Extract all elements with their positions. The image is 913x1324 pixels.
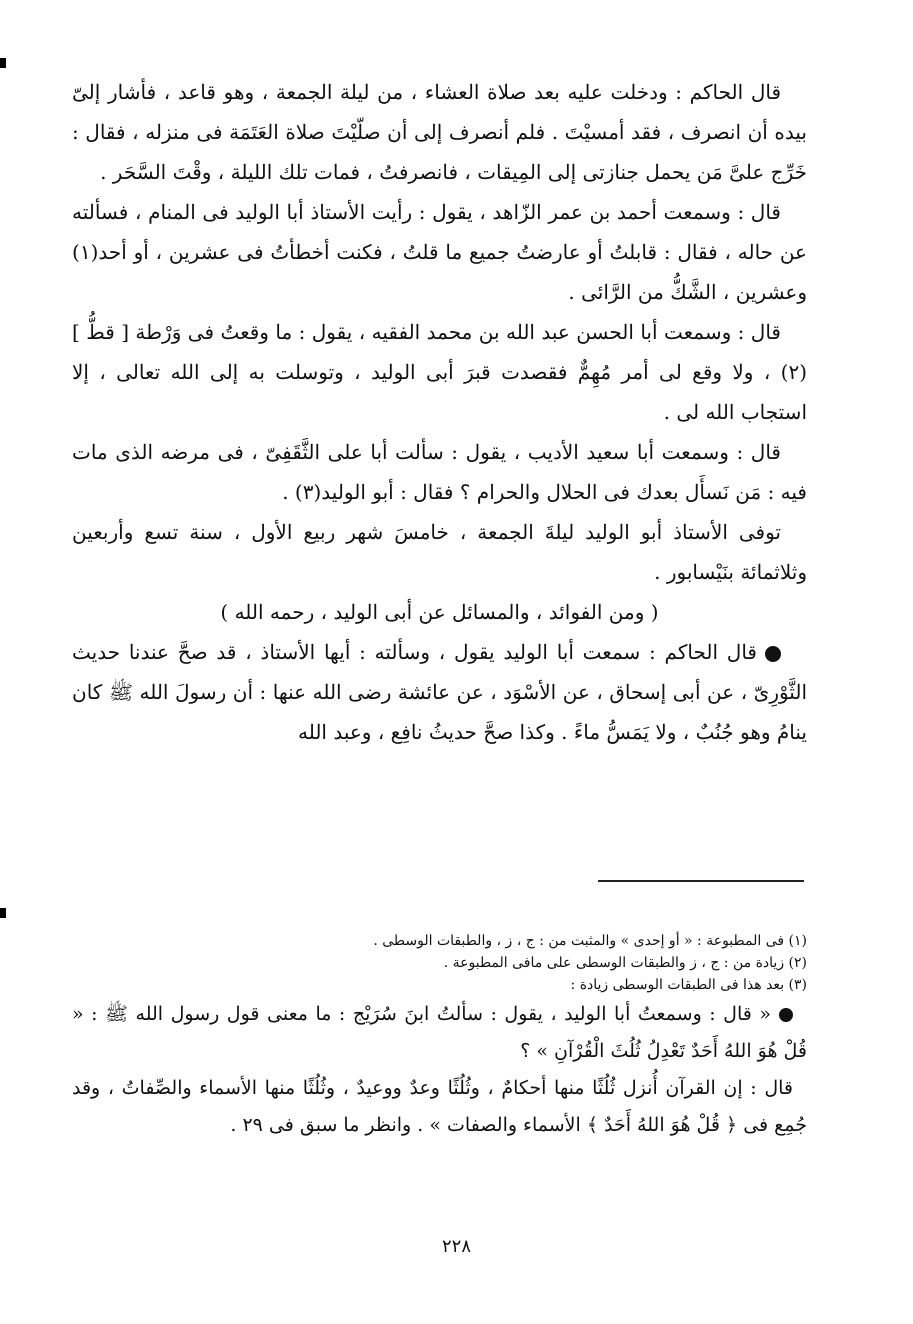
paragraph-3: قال : وسمعت أبا الحسن عبد الله بن محمد الفقيه ، يقول : ما وقعتُ فى وَرْطة [ قطُّ ](٢) ، ولا وقع لى أمر مُهِمٌّ فقصدت قبرَ أبى الوليد ، وتوسلت به إلى الله تعالى ، إلا استجاب الله لى . bbox=[72, 320, 807, 424]
footnote-1: (١) فى المطبوعة : « أو إحدى » والمثبت من : ج ، ز ، والطبقات الوسطى . bbox=[373, 933, 807, 949]
paragraph-2: قال : وسمعت أحمد بن عمر الزّاهد ، يقول : رأيت الأستاذ أبا الوليد فى المنام ، فسألته عن حاله ، فقال : قابلتُ أو عارضتُ جميع ما قلتُ ، فكنت أخطأتُ فى عشرين ، أو أحد(١) وعشرين ، الشَّكُّ من الرَّائى . bbox=[72, 200, 807, 304]
margin-mark-middle bbox=[0, 908, 6, 918]
footnotes bbox=[72, 930, 807, 1144]
paragraph-4: قال : وسمعت أبا سعيد الأديب ، يقول : سألت أبا على الثَّقَفِىّ ، فى مرضه الذى مات فيه : مَن نَسأَل بعدك فى الحلال والحرام ؟ فقال : أبو الوليد(٣) . bbox=[72, 440, 807, 504]
footnote-3-addition-1-text: « قال : وسمعتُ أبا الوليد ، يقول : سألتُ ابنَ سُرَيْج : ما معنى قول رسول الله ﷺ : « قُلْ هُوَ اللهُ أَحَدٌ تَعْدِلُ ثُلُثَ الْقُرْآنِ » ؟ bbox=[72, 1003, 807, 1062]
footnote-3: (٣) بعد هذا فى الطبقات الوسطى زيادة : bbox=[570, 977, 807, 993]
margin-mark-top bbox=[0, 58, 6, 68]
paragraph-6 bbox=[72, 632, 807, 752]
paragraph-1: قال الحاكم : ودخلت عليه بعد صلاة العشاء ، من ليلة الجمعة ، وهو قاعد ، فأشار إلىّ بيده أن انصرف ، فقد أمسيْتَ . فلم أنصرف إلى أن صلّيْتَ صلاة العَتَمَة فى منزله ، فقال : خَرِّج علىَّ مَن يحمل جنازتى إلى المِيقات ، فانصرفتُ ، فمات تلك الليلة ، وقْتَ السَّحَر . bbox=[72, 80, 807, 184]
main-text bbox=[72, 72, 807, 752]
paragraph-6-text: قال الحاكم : سمعت أبا الوليد يقول ، وسألته : أيها الأستاذ ، قد صحَّ عندنا حديث الثَّوْرِىّ ، عن أبى إسحاق ، عن الأسْوَد ، عن عائشة رضى الله عنها : أن رسولَ الله ﷺ كان ينامُ وهو جُنُبٌ ، ولا يَمَسُّ ماءً . وكذا صحَّ حديثُ نافِع ، وعبد الله bbox=[72, 640, 807, 744]
bullet-icon bbox=[779, 1008, 793, 1022]
footnote-divider bbox=[598, 880, 804, 882]
section-heading: ( ومن الفوائد ، والمسائل عن أبى الوليد ، رحمه الله ) bbox=[220, 600, 659, 624]
footnote-2: (٢) زيادة من : ج ، ز والطبقات الوسطى على مافى المطبوعة . bbox=[443, 955, 807, 971]
footnote-3-addition-2: قال : إن القرآن أُنزل ثُلُثًا منها أحكامٌ ، وثُلُثًا وعدٌ ووعيدٌ ، وثُلُثًا منها الأسماء والصِّفاتُ ، وقد جُمِع فى ﴿ قُلْ هُوَ اللهُ أَحَدٌ ﴾ الأسماء والصفات » . وانظر ما سبق فى ٢٩ . bbox=[72, 1077, 807, 1136]
footnote-3-addition-1 bbox=[72, 996, 807, 1070]
paragraph-5: توفى الأستاذ أبو الوليد ليلةَ الجمعة ، خامسَ شهر ربيع الأول ، سنة تسع وأربعين وثلاثمائة بنَيْسابور . bbox=[72, 520, 807, 584]
page-number: ٢٢٨ bbox=[441, 1236, 471, 1257]
bullet-icon bbox=[765, 646, 781, 662]
